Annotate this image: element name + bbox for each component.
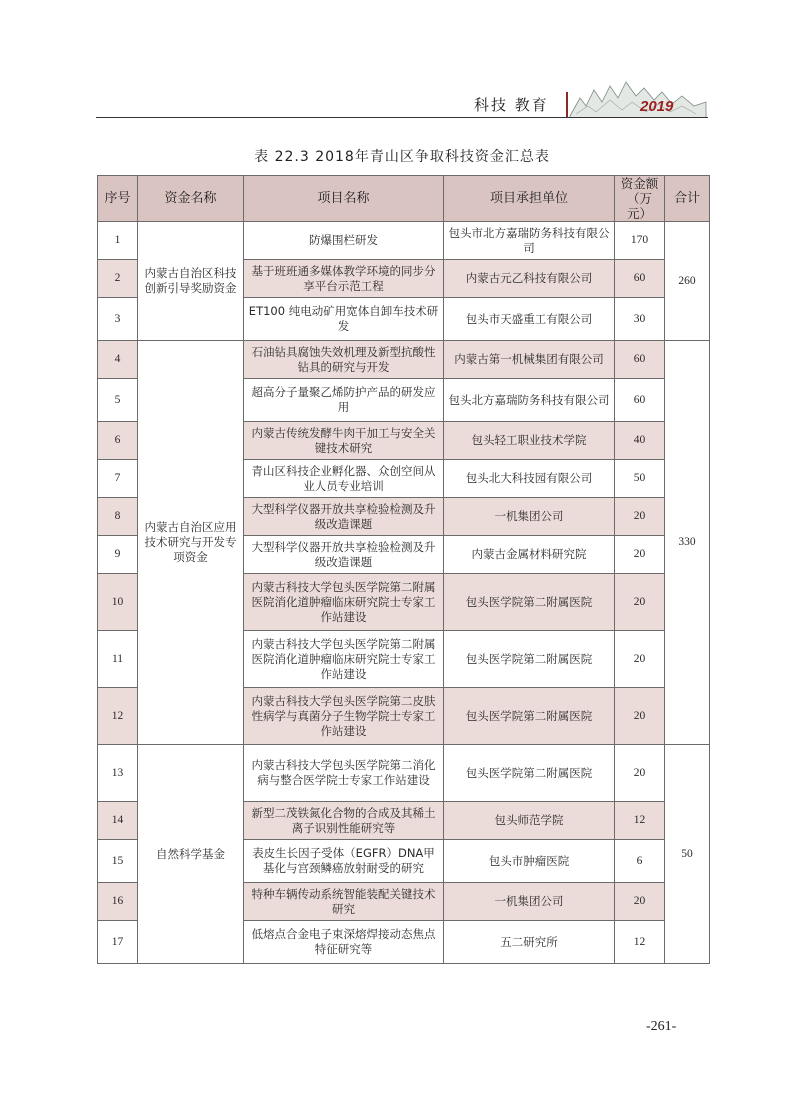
row-seq: 9	[98, 536, 138, 574]
header-project: 项目名称	[244, 176, 444, 222]
project-unit: 内蒙古金属材料研究院	[444, 536, 615, 574]
header-fund: 资金名称	[138, 176, 244, 222]
project-unit: 包头医学院第二附属医院	[444, 745, 615, 802]
fund-amount: 60	[615, 341, 665, 379]
group-total: 330	[665, 341, 710, 745]
group-total: 50	[665, 745, 710, 964]
project-name: 石油钻具腐蚀失效机理及新型抗酸性钻具的研究与开发	[244, 341, 444, 379]
row-seq: 12	[98, 688, 138, 745]
fund-amount: 6	[615, 840, 665, 883]
project-name: 特种车辆传动系统智能装配关键技术研究	[244, 883, 444, 921]
fund-amount: 20	[615, 688, 665, 745]
fund-name: 内蒙古自治区应用技术研究与开发专项资金	[138, 341, 244, 745]
project-name: 内蒙古科技大学包头医学院第二皮肤性病学与真菌分子生物学院士专家工作站建设	[244, 688, 444, 745]
row-seq: 1	[98, 222, 138, 260]
row-seq: 3	[98, 298, 138, 341]
row-seq: 6	[98, 422, 138, 460]
page-number: -261-	[646, 1019, 677, 1034]
project-name: 内蒙古科技大学包头医学院第二消化病与整合医学院士专家工作站建设	[244, 745, 444, 802]
project-unit: 包头北大科技园有限公司	[444, 460, 615, 498]
project-name: 新型二茂铁氮化合物的合成及其稀土离子识别性能研究等	[244, 802, 444, 840]
header-total: 合计	[665, 176, 710, 222]
fund-name: 内蒙古自治区科技创新引导奖励资金	[138, 222, 244, 341]
project-unit: 一机集团公司	[444, 498, 615, 536]
row-seq: 13	[98, 745, 138, 802]
project-name: 大型科学仪器开放共享检验检测及升级改造课题	[244, 498, 444, 536]
table-body	[98, 222, 710, 964]
table-header-row	[98, 176, 710, 222]
project-unit: 五二研究所	[444, 921, 615, 964]
row-seq: 14	[98, 802, 138, 840]
row-seq: 15	[98, 840, 138, 883]
project-unit: 包头市北方嘉瑞防务科技有限公司	[444, 222, 615, 260]
project-unit: 包头市肿瘤医院	[444, 840, 615, 883]
table-row	[98, 222, 710, 260]
fund-amount: 20	[615, 498, 665, 536]
fund-amount: 20	[615, 883, 665, 921]
header-amount: 资金额（万元）	[615, 176, 665, 222]
project-name: 内蒙古科技大学包头医学院第二附属医院消化道肿瘤临床研究院士专家工作站建设	[244, 631, 444, 688]
project-unit: 包头北方嘉瑞防务科技有限公司	[444, 379, 615, 422]
row-seq: 10	[98, 574, 138, 631]
project-name: 大型科学仪器开放共享检验检测及升级改造课题	[244, 536, 444, 574]
project-name: 低熔点合金电子束深熔焊接动态焦点特征研究等	[244, 921, 444, 964]
project-unit: 内蒙古第一机械集团有限公司	[444, 341, 615, 379]
project-unit: 包头医学院第二附属医院	[444, 574, 615, 631]
fund-amount: 170	[615, 222, 665, 260]
project-unit: 包头医学院第二附属医院	[444, 631, 615, 688]
project-name: 基于班班通多媒体教学环境的同步分享平台示范工程	[244, 260, 444, 298]
project-name: 青山区科技企业孵化器、众创空间从业人员专业培训	[244, 460, 444, 498]
header-unit: 项目承担单位	[444, 176, 615, 222]
fund-amount: 20	[615, 631, 665, 688]
header-year: 2019	[640, 98, 674, 115]
mountain-logo-icon	[566, 76, 708, 118]
row-seq: 8	[98, 498, 138, 536]
row-seq: 4	[98, 341, 138, 379]
section-title: 科技 教育	[474, 96, 549, 114]
table-row	[98, 341, 710, 379]
fund-amount: 12	[615, 921, 665, 964]
project-name: 防爆围栏研发	[244, 222, 444, 260]
row-seq: 11	[98, 631, 138, 688]
group-total: 260	[665, 222, 710, 341]
fund-amount: 20	[615, 536, 665, 574]
header-seq: 序号	[98, 176, 138, 222]
project-unit: 包头轻工职业技术学院	[444, 422, 615, 460]
fund-amount: 60	[615, 379, 665, 422]
project-name: ET100 纯电动矿用宽体自卸车技术研发	[244, 298, 444, 341]
project-unit: 包头医学院第二附属医院	[444, 688, 615, 745]
project-unit: 一机集团公司	[444, 883, 615, 921]
fund-amount: 12	[615, 802, 665, 840]
row-seq: 16	[98, 883, 138, 921]
project-name: 内蒙古传统发酵牛肉干加工与安全关键技术研究	[244, 422, 444, 460]
fund-amount: 20	[615, 574, 665, 631]
project-unit: 内蒙古元乙科技有限公司	[444, 260, 615, 298]
project-name: 超高分子量聚乙烯防护产品的研发应用	[244, 379, 444, 422]
funding-table	[97, 175, 710, 964]
fund-amount: 50	[615, 460, 665, 498]
fund-amount: 30	[615, 298, 665, 341]
fund-amount: 60	[615, 260, 665, 298]
header-rule	[96, 117, 708, 118]
fund-amount: 20	[615, 745, 665, 802]
fund-amount: 40	[615, 422, 665, 460]
row-seq: 17	[98, 921, 138, 964]
table-row	[98, 745, 710, 802]
project-unit: 包头市天盛重工有限公司	[444, 298, 615, 341]
row-seq: 7	[98, 460, 138, 498]
row-seq: 5	[98, 379, 138, 422]
table-title: 表 22.3 2018年青山区争取科技资金汇总表	[254, 149, 550, 165]
project-name: 内蒙古科技大学包头医学院第二附属医院消化道肿瘤临床研究院士专家工作站建设	[244, 574, 444, 631]
row-seq: 2	[98, 260, 138, 298]
project-unit: 包头师范学院	[444, 802, 615, 840]
project-name: 表皮生长因子受体（EGFR）DNA甲基化与宫颈鳞癌放射耐受的研究	[244, 840, 444, 883]
fund-name: 自然科学基金	[138, 745, 244, 964]
